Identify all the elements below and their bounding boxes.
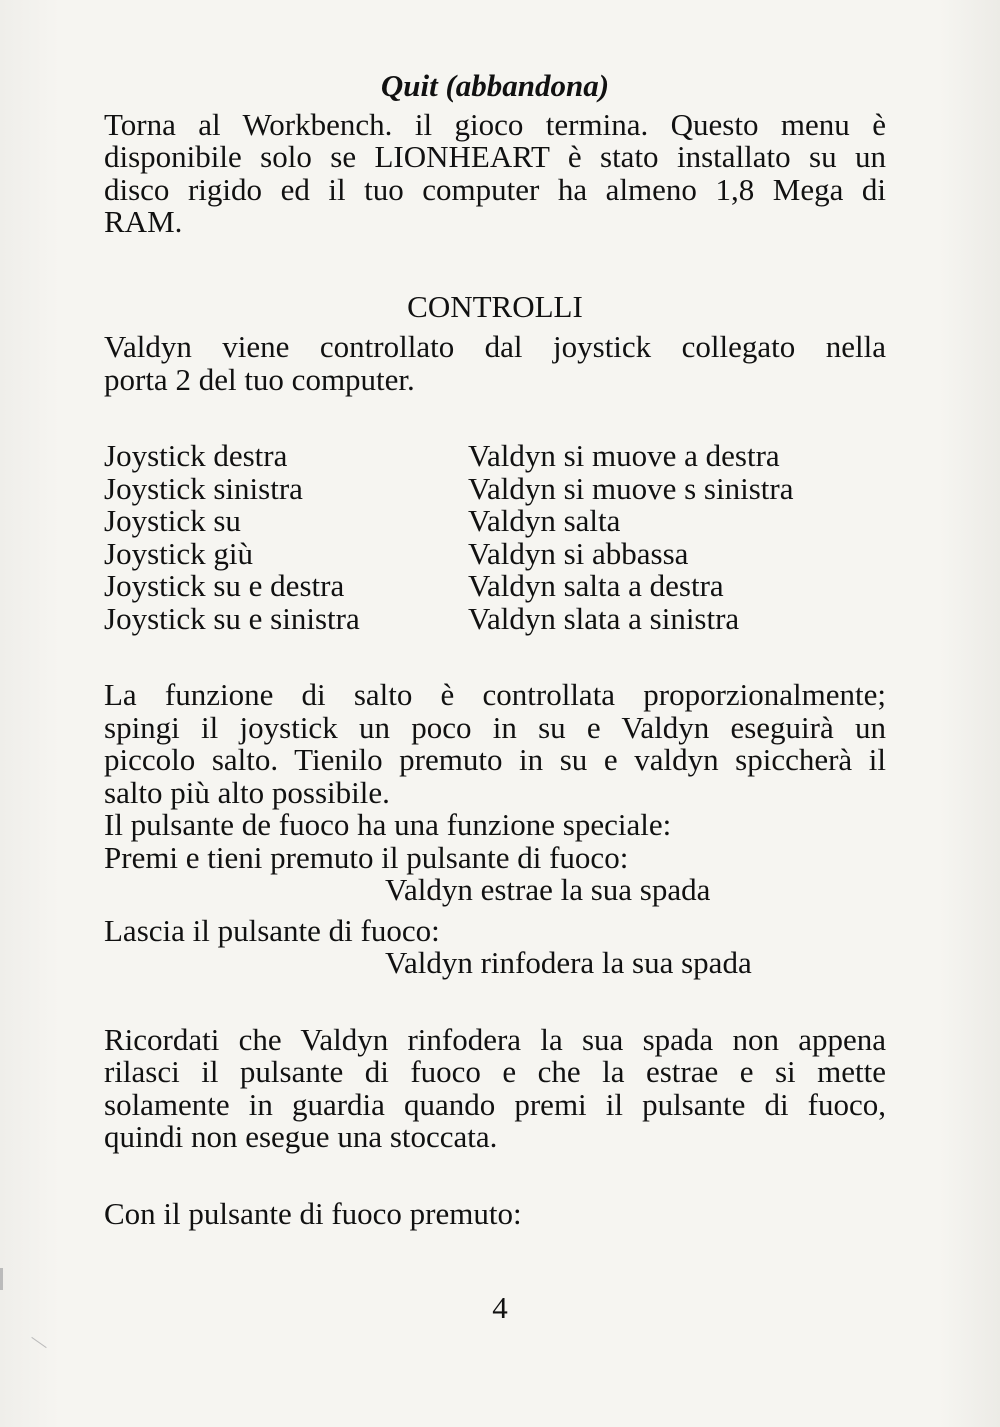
jump-line: salto più alto possibile.: [104, 774, 390, 810]
remember-line: quindi non esegue una stoccata.: [104, 1119, 498, 1154]
remember-line: Ricordati che Valdyn rinfodera la sua spada non appena: [104, 1021, 886, 1057]
control-input: Joystick su e destra: [104, 568, 345, 603]
jump-line: La funzione di salto è controllata proporzionalmente;: [104, 677, 886, 712]
quit-line: disponibile solo se LIONHEART è stato installato su un: [104, 139, 886, 174]
jump-line: piccolo salto. Tienilo premuto in su e valdyn spiccherà il: [104, 742, 886, 777]
remember-paragraph: [104, 1021, 886, 1154]
quit-line: RAM.: [104, 204, 183, 239]
remember-line: solamente in guardia quando premi il pulsante di fuoco,: [104, 1086, 886, 1122]
control-action: Valdyn si muove s sinistra: [468, 470, 794, 506]
control-input: Joystick destra: [104, 438, 288, 473]
release-fire-line: Lascia il pulsante di fuoco:: [104, 912, 440, 948]
jump-paragraph: [104, 679, 886, 809]
margin-mark: [0, 1268, 3, 1290]
controls-table: [104, 440, 886, 635]
release-fire-result: Valdyn rinfodera la sua spada: [385, 945, 752, 980]
control-input: Joystick giù: [104, 535, 253, 571]
remember-line: rilasci il pulsante di fuoco e che la estrae e si mette: [104, 1054, 886, 1089]
control-input: Joystick sinistra: [104, 470, 303, 506]
fire-intro: Il pulsante de fuoco ha una funzione speciale:: [104, 807, 672, 842]
jump-line: spingi il joystick un poco in su e Valdyn eseguirà un: [104, 709, 886, 745]
press-fire-result: Valdyn estrae la sua spada: [385, 872, 711, 907]
intro-line: porta 2 del tuo computer.: [104, 361, 415, 397]
quit-line: disco rigido ed il tuo computer ha almeno 1,8 Mega di: [104, 171, 886, 207]
press-fire-line: Premi e tieni premuto il pulsante di fuoco:: [104, 839, 629, 875]
quit-heading: Quit (abbandona): [380, 68, 610, 103]
control-action: Valdyn salta a destra: [468, 568, 724, 603]
quit-line: Torna al Workbench. il gioco termina. Questo menu è: [104, 106, 886, 142]
controlli-intro: [104, 331, 886, 396]
control-action: Valdyn salta: [468, 503, 621, 538]
intro-line: Valdyn viene controllato dal joystick collegato nella: [104, 329, 886, 364]
margin-mark: [31, 1337, 46, 1348]
with-fire-line: Con il pulsante di fuoco premuto:: [104, 1195, 522, 1231]
control-action: Valdyn slata a sinistra: [468, 600, 740, 636]
control-action: Valdyn si muove a destra: [468, 438, 780, 473]
control-action: Valdyn si abbassa: [468, 535, 689, 571]
quit-paragraph: [104, 106, 886, 239]
control-input: Joystick su e sinistra: [104, 600, 360, 636]
control-input: Joystick su: [104, 503, 241, 538]
page-number: 4: [492, 1290, 508, 1325]
controlli-heading: CONTROLLI: [407, 288, 583, 324]
page-content: [104, 70, 886, 1230]
